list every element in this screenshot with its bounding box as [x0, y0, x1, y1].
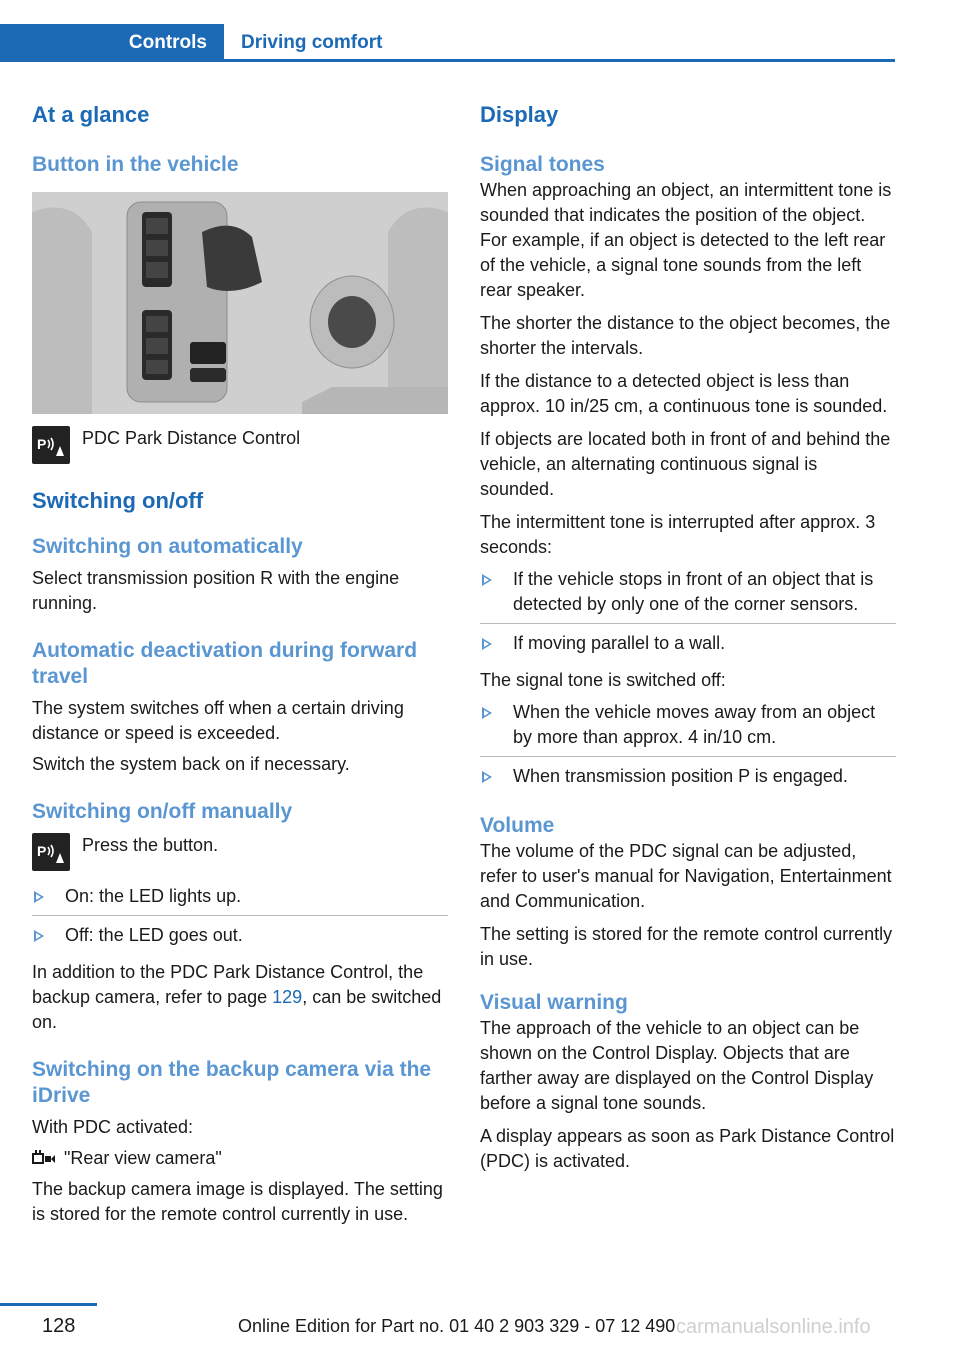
list-item: Off: the LED goes out. [32, 922, 448, 954]
list-item: When the vehicle moves away from an object by more than approx. 4 in/10 cm. [480, 699, 896, 757]
bullet-triangle-icon [482, 638, 492, 650]
signal-off-text: The signal tone is switched off: [480, 670, 726, 690]
section-title-switching: Switching on/off [32, 488, 204, 513]
pdc-caption-text: PDC Park Distance Control [82, 428, 301, 448]
interrupt-bullet-list [480, 566, 896, 662]
idrive-text-2: The backup camera image is displayed. The setting is stored for the remote control currently in use. [32, 1179, 443, 1224]
bullet-triangle-icon [482, 574, 492, 586]
header-section-tab[interactable]: Controls [0, 24, 224, 62]
volume-paragraph-2: The setting is stored for the remote control currently in use. [480, 924, 893, 969]
bullet-triangle-icon [34, 930, 44, 942]
right-column [480, 100, 896, 1174]
visual-paragraph-2: A display appears as soon as Park Distance Control (PDC) is activated. [480, 1126, 895, 1171]
section-title-display: Display [480, 102, 559, 127]
page-number: 128 [42, 1315, 76, 1337]
tones-paragraph-2: The shorter the distance to the object becomes, the shorter the intervals. [480, 313, 891, 358]
bullet-triangle-icon [34, 891, 44, 903]
heading-volume: Volume [480, 814, 555, 837]
heading-signal-tones: Signal tones [480, 153, 605, 176]
tones-paragraph-3: If the distance to a detected object is less than approx. 10 in/25 cm, a continuous tone is sounded. [480, 371, 888, 416]
manual-press-row [32, 833, 448, 871]
page-link-129[interactable]: 129 [272, 987, 303, 1007]
pdc-caption-row [32, 426, 448, 464]
header-chapter-title[interactable]: Driving comfort [241, 32, 383, 53]
section-title-at-a-glance: At a glance [32, 102, 150, 127]
manual-bullet-list [32, 883, 448, 954]
heading-visual-warning: Visual warning [480, 991, 628, 1014]
bullet-triangle-icon [482, 771, 492, 783]
tones-paragraph-5: The intermittent tone is interrupted after approx. 3 seconds: [480, 512, 876, 557]
idrive-menu-item: "Rear view camera" [64, 1148, 222, 1168]
rear-camera-icon [32, 1149, 56, 1169]
tones-paragraph-4: If objects are located both in front of and behind the vehicle, an alternating continuous signal is sounded. [480, 429, 891, 499]
list-item: When transmission position P is engaged. [480, 763, 896, 795]
bullet-triangle-icon [482, 707, 492, 719]
watermark-text: carmanualsonline.info [676, 1316, 871, 1338]
backup-camera-text: In addition to the PDC Park Distance Control, the backup camera, refer to page 129, can be switched on. [32, 962, 442, 1032]
heading-idrive-camera: Switching on the backup camera via the iDrive [32, 1058, 432, 1107]
svg-text:P: P [37, 843, 47, 859]
auto-text: Select transmission position R with the engine running. [32, 568, 400, 613]
heading-switching-manual: Switching on/off manually [32, 800, 293, 823]
list-item: If the vehicle stops in front of an object that is detected by only one of the corner sensors. [480, 566, 896, 624]
footer-edition-text: Online Edition for Part no. 01 40 2 903 329 - 07 12 490 [238, 1316, 676, 1336]
off-bullet-list [480, 699, 896, 795]
idrive-text-1: With PDC activated: [32, 1117, 194, 1137]
idrive-menu-row [32, 1146, 448, 1171]
deact-text-2: Switch the system back on if necessary. [32, 754, 350, 774]
pdc-button-icon-2 [32, 833, 70, 871]
left-column [32, 100, 448, 1227]
heading-button-in-vehicle: Button in the vehicle [32, 153, 239, 176]
list-item: On: the LED lights up. [32, 883, 448, 916]
svg-text:P: P [37, 436, 47, 452]
page-header [0, 24, 895, 62]
visual-paragraph-1: The approach of the vehicle to an object can be shown on the Control Display. Objects that are farther away are displayed on the Control Display before a signal tone sounds. [480, 1018, 874, 1113]
vehicle-console-photo [32, 192, 448, 414]
heading-switching-auto: Switching on automatically [32, 535, 303, 558]
deact-text-1: The system switches off when a certain driving distance or speed is exceeded. [32, 698, 404, 743]
console-illustration [32, 192, 448, 414]
pdc-button-icon [32, 426, 70, 464]
heading-auto-deactivation: Automatic deactivation during forward travel [32, 639, 418, 688]
manual-press-text: Press the button. [82, 835, 219, 855]
volume-paragraph-1: The volume of the PDC signal can be adjusted, refer to user's manual for Navigation, Entertainment and Communication. [480, 841, 892, 911]
list-item: If moving parallel to a wall. [480, 630, 896, 662]
footer-accent-line [0, 1303, 97, 1306]
tones-paragraph-1: When approaching an object, an intermittent tone is sounded that indicates the position of the object. For example, if an object is detected to the left rear of the vehicle, a signal tone sounds from the left rear speaker. [480, 180, 892, 300]
